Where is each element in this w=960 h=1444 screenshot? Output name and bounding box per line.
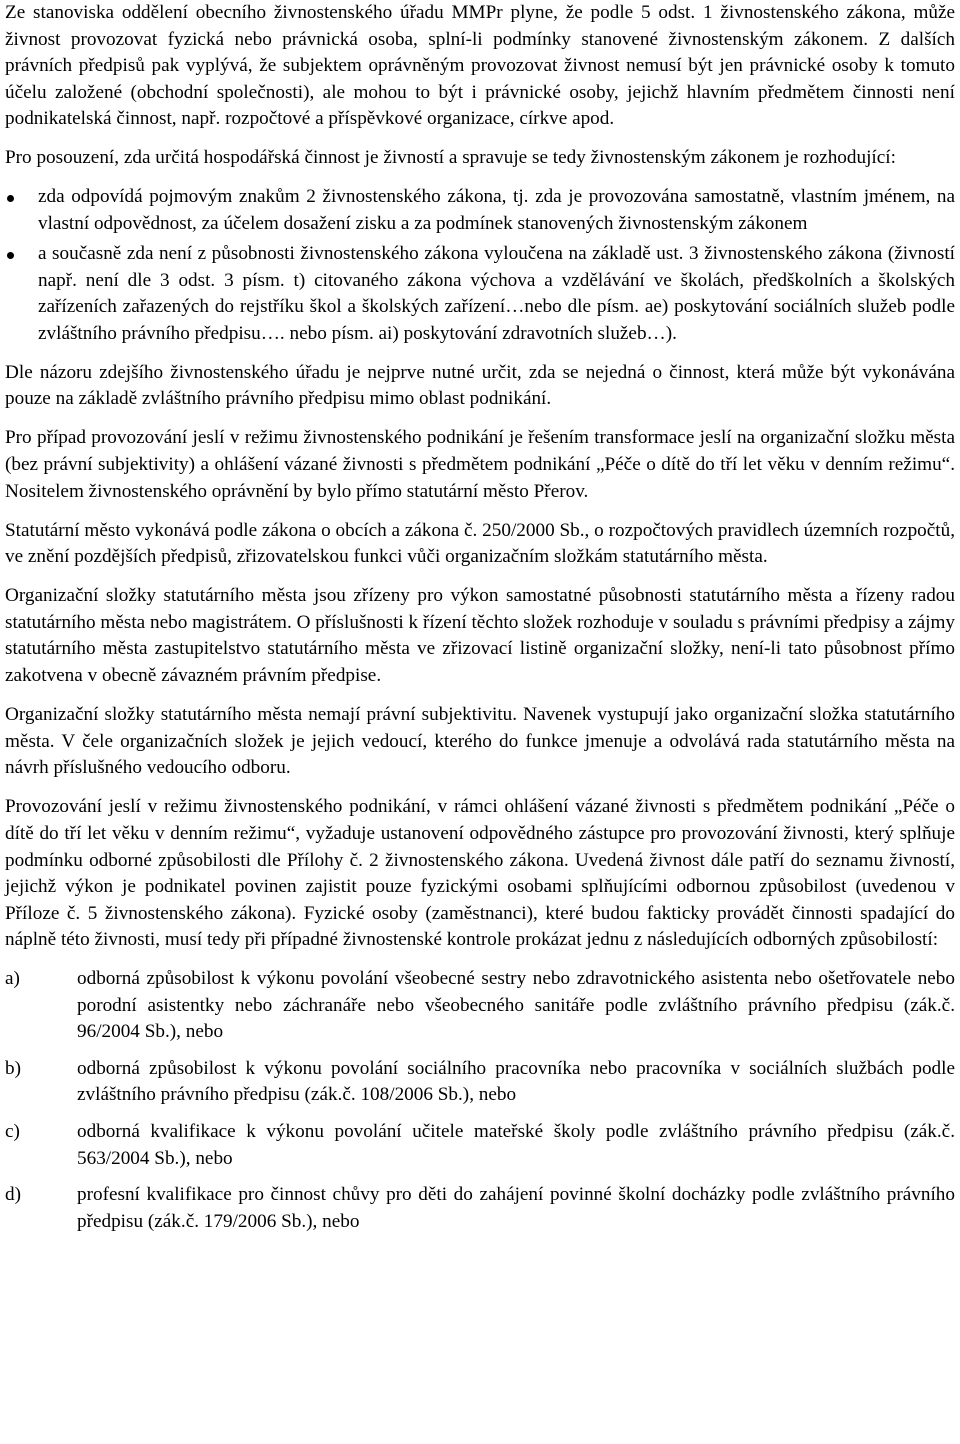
- paragraph-legal-subjectivity: Organizační složky statutárního města nemají právní subjektivitu. Navenek vystupují jako organizační složka statutárního města. V čele organizačních složek je jejich vedoucí, kterého do funkce jmenuje a odvolává rada statutárního města na návrh příslušného vedoucího odboru.: [5, 704, 955, 779]
- bullet-icon: [7, 252, 14, 259]
- paragraph-transformation: Pro případ provozování jeslí v režimu živnostenského podnikání je řešením transformace jeslí na organizační složku města (bez právní subjektivity) a ohlášení vázané živnosti s předmětem podnikání „Péče o dítě do tří let věku v denním režimu“. Nositelem živnostenského oprávnění by bylo přímo statutární město Přerov.: [5, 427, 955, 502]
- list-item-text: odborná způsobilost k výkonu povolání sociálního pracovníka nebo pracovníka v sociálních službách podle zvláštního právního předpisu (zák.č. 108/2006 Sb.), nebo: [77, 1057, 955, 1106]
- paragraph-trade-office-opinion: Ze stanoviska oddělení obecního živnostenského úřadu MMPr plyne, že podle 5 odst. 1 živnostenského zákona, může živnost provozovat fyzická nebo právnická osoba, splní-li podmínky stanovené živnostenským zákonem. Z dalších právních předpisů pak vyplývá, že subjektem oprávněným provozovat živnost nemusí být jen právnické osoby k tomuto účelu založené (obchodní společnosti), ale mohou to být i právnické osoby, jejichž hlavním předmětem činnosti není podnikatelská činnost, např. rozpočtové a příspěvkové organizace, církve apod.: [5, 2, 955, 130]
- paragraph-assessment-intro: Pro posouzení, zda určitá hospodářská činnost je živností a spravuje se tedy živnostenským zákonem je rozhodující:: [5, 146, 896, 168]
- list-marker: b): [5, 1057, 21, 1079]
- list-marker: d): [5, 1184, 21, 1206]
- bullet-text: zda odpovídá pojmovým znakům 2 živnostenského zákona, tj. zda je provozována samostatně, vlastním jménem, na vlastní odpovědnost, za účelem dosažení zisku a za podmínek stanovených živnostenským zákonem: [38, 186, 955, 234]
- bullet-item: [5, 241, 955, 347]
- list-item-text: odborná kvalifikace k výkonu povolání učitele mateřské školy podle zvláštního právního předpisu (zák.č. 563/2004 Sb.), nebo: [77, 1120, 955, 1169]
- document-page: [5, 0, 955, 1245]
- list-item: [5, 1056, 955, 1109]
- paragraph-operation-requirements: Provozování jeslí v režimu živnostenského podnikání, v rámci ohlášení vázané živnosti s předmětem podnikání „Péče o dítě do tří let věku v denním režimu“, vyžaduje ustanovení odpovědného zástupce pro provozování živnosti, který splňuje podmínku odborné způsobilosti dle Přílohy č. 2 živnostenského zákona. Uvedená živnost dále patří do seznamu živností, jejichž výkon je podnikatel povinen zajistit pouze fyzickými osobami splňujícími odbornou způsobilost (uvedenou v Příloze č. 5 živnostenského zákona). Fyzické osoby (zaměstnanci), které budou fakticky provádět činnosti spadající do náplně této živnosti, musí tedy při případné živnostenské kontrole prokázat jednu z následujících odborných způsobilostí:: [5, 796, 955, 951]
- paragraph-organizational-units: Organizační složky statutárního města jsou zřízeny pro výkon samostatné působnosti statutárního města a řízeny radou statutárního města nebo magistrátem. O příslušnosti k řízení těchto složek rozhoduje v souladu s právními předpisy a zájmy statutárního města zastupitelstvo statutárního města ve zřizovací listině organizační složky, není-li tato působnost přímo zakotvena v obecně závazném právním předpise.: [5, 585, 955, 687]
- qualification-list: [5, 966, 955, 1235]
- list-item: [5, 966, 955, 1046]
- list-marker: c): [5, 1120, 20, 1142]
- list-marker: a): [5, 968, 20, 989]
- criteria-bullet-list: [5, 184, 955, 348]
- list-item-text: profesní kvalifikace pro činnost chůvy pro děti do zahájení povinné školní docházky podle zvláštního právního předpisu (zák.č. 179/2006 Sb.), nebo: [77, 1184, 955, 1232]
- bullet-text: a současně zda není z působnosti živnostenského zákona vyloučena na základě ust. 3 živnostenského zákona (živností např. není dle 3 odst. 3 písm. t) citovaného zákona výchova a vzdělávání ve školách, předškolních a školských zařízeních zařazených do rejstříku škol a školských zařízení…nebo dle písm. ae) poskytování sociálních služeb podle zvláštního právního předpisu…. nebo písm. ai) poskytování zdravotních služeb…).: [38, 243, 955, 345]
- list-item-text: odborná způsobilost k výkonu povolání všeobecné sestry nebo zdravotnického asistenta nebo ošetřovatele nebo porodní asistentky nebo záchranáře nebo všeobecného sanitáře podle zvláštního právního předpisu (zák.č. 96/2004 Sb.), nebo: [77, 968, 955, 1043]
- bullet-icon: [7, 195, 14, 202]
- paragraph-office-view: Dle názoru zdejšího živnostenského úřadu je nejprve nutné určit, zda se nejedná o činnost, která může být vykonávána pouze na základě zvláštního právního předpisu mimo oblast podnikání.: [5, 361, 955, 410]
- list-item: [5, 1119, 955, 1172]
- list-item: [5, 1182, 955, 1235]
- bullet-item: [5, 184, 955, 237]
- paragraph-city-function: Statutární město vykonává podle zákona o obcích a zákona č. 250/2000 Sb., o rozpočtových pravidlech územních rozpočtů, ve znění pozdějších předpisů, zřizovatelskou funkci vůči organizačním složkám statutárního města.: [5, 519, 955, 568]
